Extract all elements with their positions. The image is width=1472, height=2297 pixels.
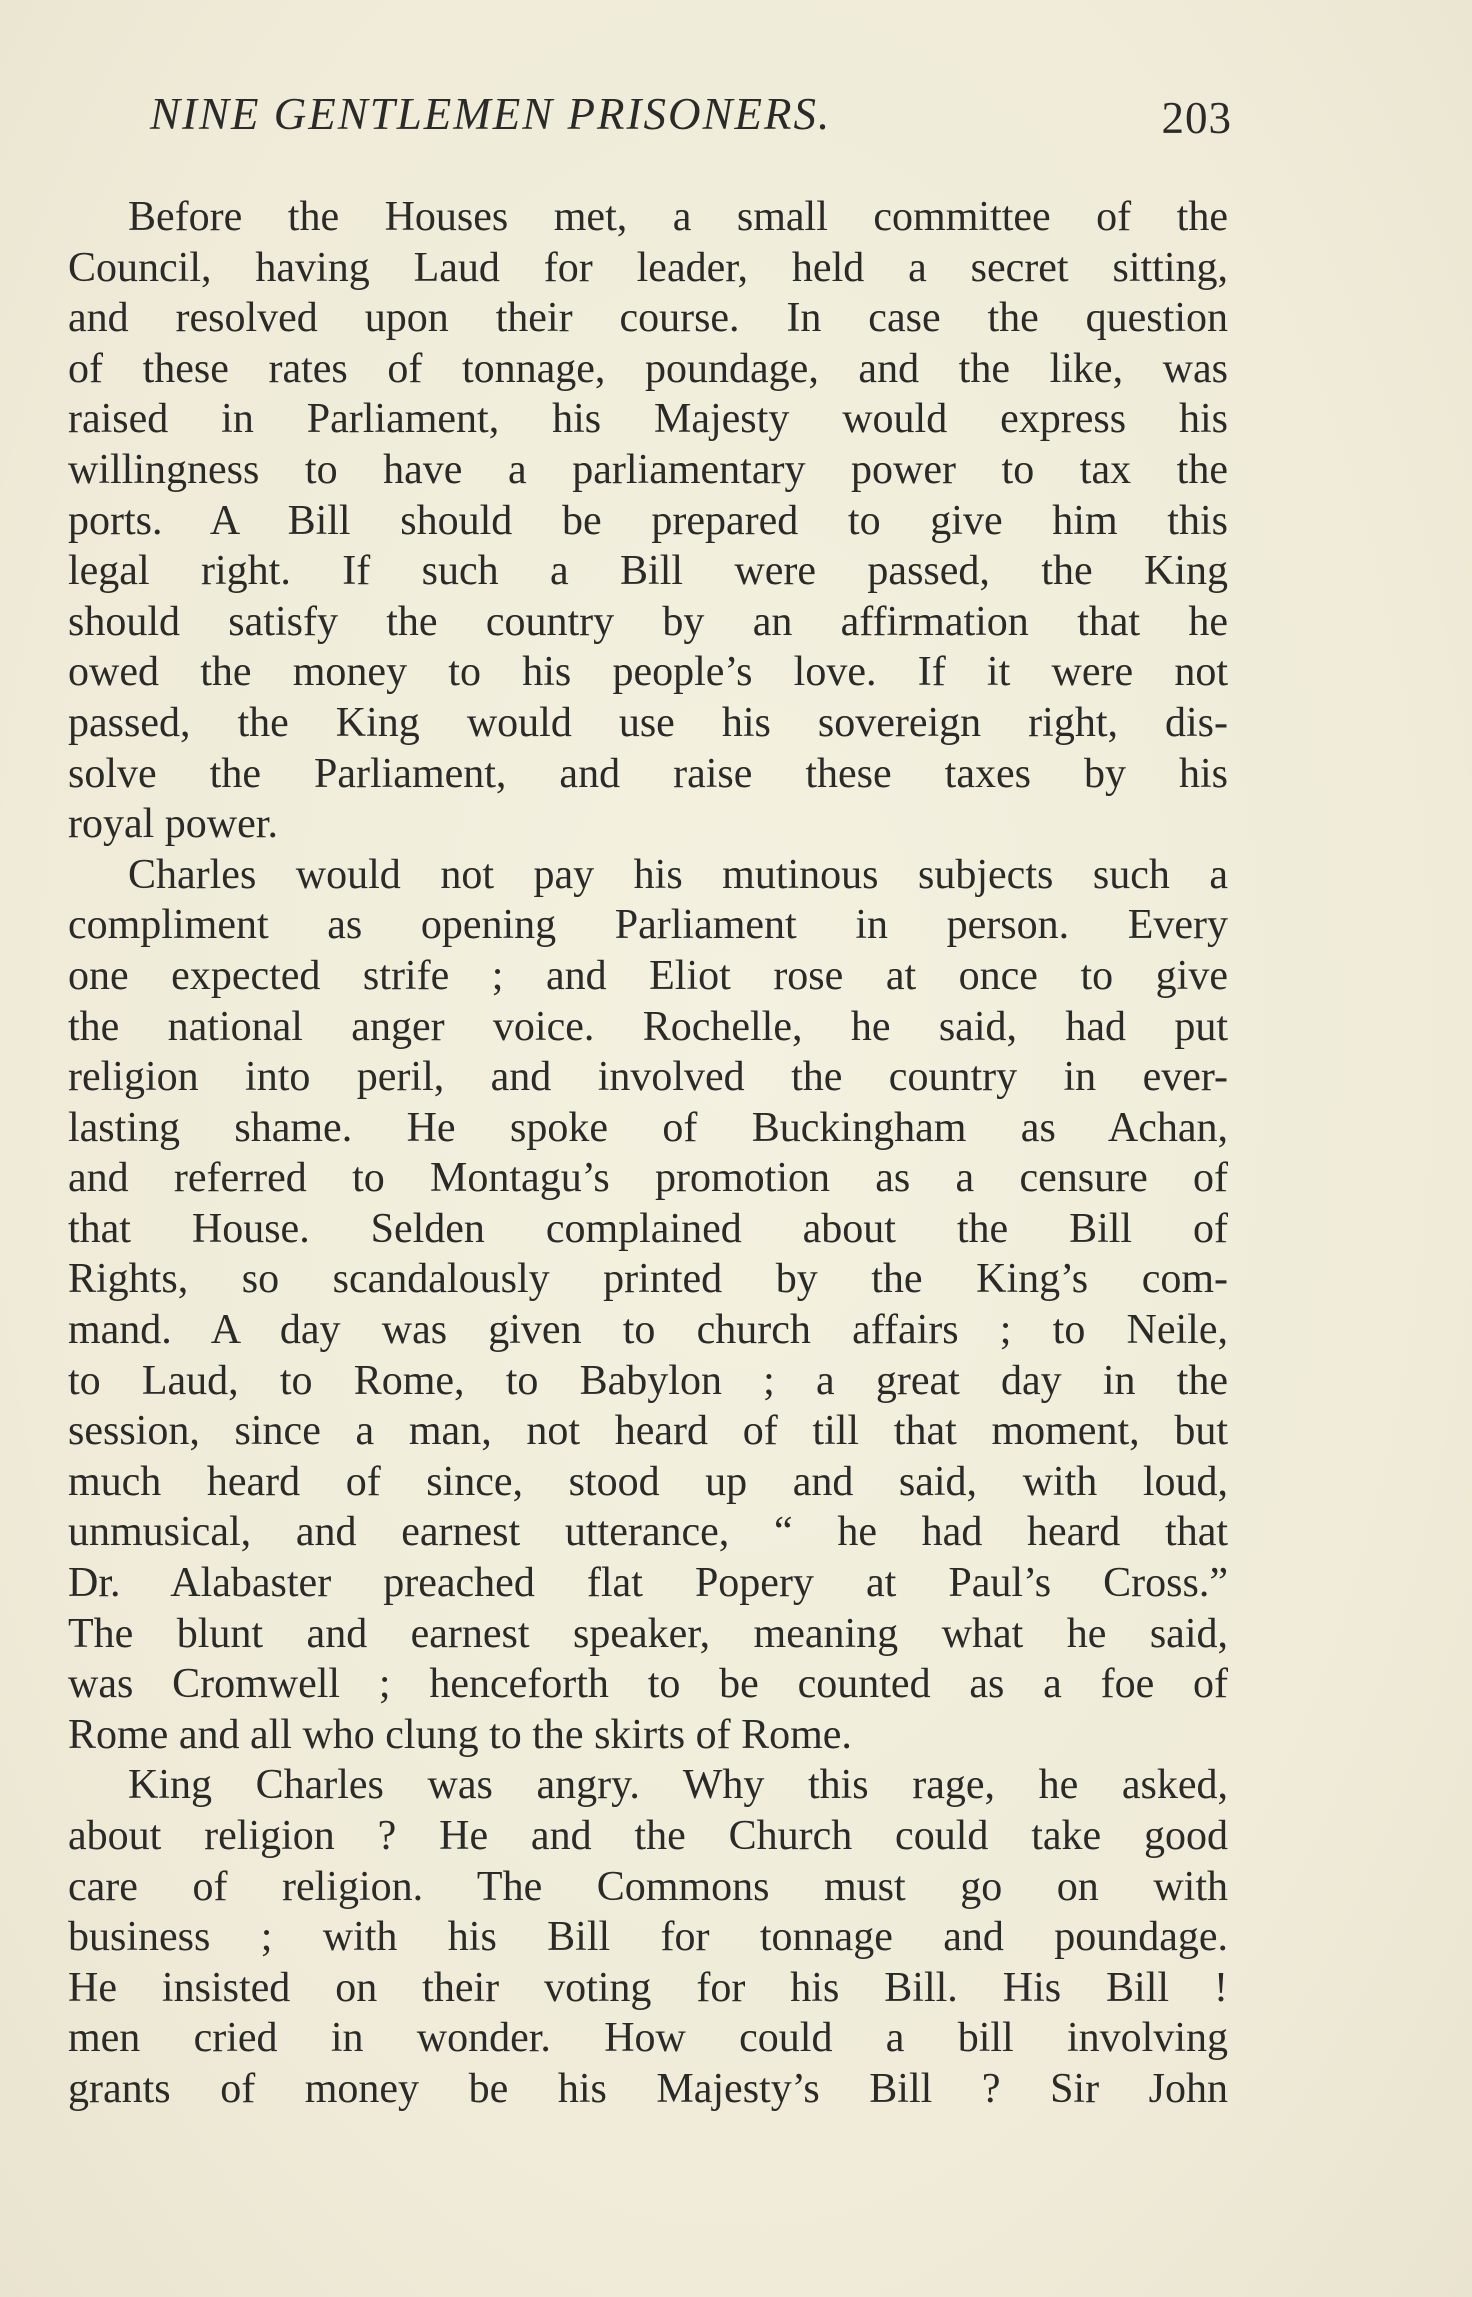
page-header [150,88,1232,148]
text-line: session, since a man, not heard of till that moment, but [68,1408,1228,1455]
text-line: and resolved upon their course. In case the question [68,295,1228,342]
text-line: royal power. [68,801,278,848]
text-line: willingness to have a parliamentary power to tax the [68,446,1228,493]
text-line: business ; with his Bill for tonnage and poundage. [68,1914,1228,1961]
text-line: Rome and all who clung to the skirts of Rome. [68,1711,852,1758]
text-line: Council, having Laud for leader, held a secret sitting, [68,244,1228,291]
text-line: Rights, so scandalously printed by the King’s com- [68,1256,1228,1303]
text-line: the national anger voice. Rochelle, he said, had put [68,1003,1228,1050]
page-number: 203 [1161,93,1232,143]
text-line: one expected strife ; and Eliot rose at once to give [68,952,1228,999]
text-line: mand. A day was given to church affairs ; to Neile, [68,1307,1228,1354]
text-line: that House. Selden complained about the Bill of [68,1205,1228,1252]
text-line: legal right. If such a Bill were passed, the King [68,548,1228,595]
text-line: much heard of since, stood up and said, with loud, [68,1458,1228,1505]
text-line: to Laud, to Rome, to Babylon ; a great day in the [68,1357,1228,1404]
text-line: King Charles was angry. Why this rage, he asked, [128,1762,1228,1809]
text-line: and referred to Montagu’s promotion as a censure of [68,1155,1228,1202]
text-line: owed the money to his people’s love. If it were not [68,649,1228,696]
text-line: about religion ? He and the Church could take good [68,1813,1228,1859]
text-line: care of religion. The Commons must go on with [68,1863,1228,1910]
body-text [68,192,1228,2115]
text-line: raised in Parliament, his Majesty would express his [68,396,1228,443]
text-line: solve the Parliament, and raise these taxes by his [68,750,1228,797]
text-line: ports. A Bill should be prepared to give him this [68,497,1228,544]
text-line: Dr. Alabaster preached flat Popery at Paul’s Cross.” [68,1560,1228,1607]
text-line: was Cromwell ; henceforth to be counted as a foe of [68,1661,1228,1708]
text-line: lasting shame. He spoke of Buckingham as Achan, [68,1104,1228,1151]
text-line: Charles would not pay his mutinous subjects such a [128,851,1228,898]
text-line: The blunt and earnest speaker, meaning what he said, [68,1610,1228,1657]
text-line: compliment as opening Parliament in person. Every [68,902,1228,949]
text-line: grants of money be his Majesty’s Bill ? Sir John [68,2065,1228,2112]
text-line: should satisfy the country by an affirmation that he [68,598,1228,645]
text-line: unmusical, and earnest utterance, “ he had heard that [68,1509,1228,1556]
text-line: of these rates of tonnage, poundage, and the like, was [68,345,1228,392]
text-line: religion into peril, and involved the country in ever- [68,1054,1228,1101]
text-line: He insisted on their voting for his Bill. His Bill ! [68,1964,1228,2011]
text-line: passed, the King would use his sovereign right, dis- [68,699,1228,746]
running-head: NINE GENTLEMEN PRISONERS. [150,89,832,139]
text-line: Before the Houses met, a small committee of the [128,194,1228,240]
text-line: men cried in wonder. How could a bill involving [68,2015,1228,2062]
